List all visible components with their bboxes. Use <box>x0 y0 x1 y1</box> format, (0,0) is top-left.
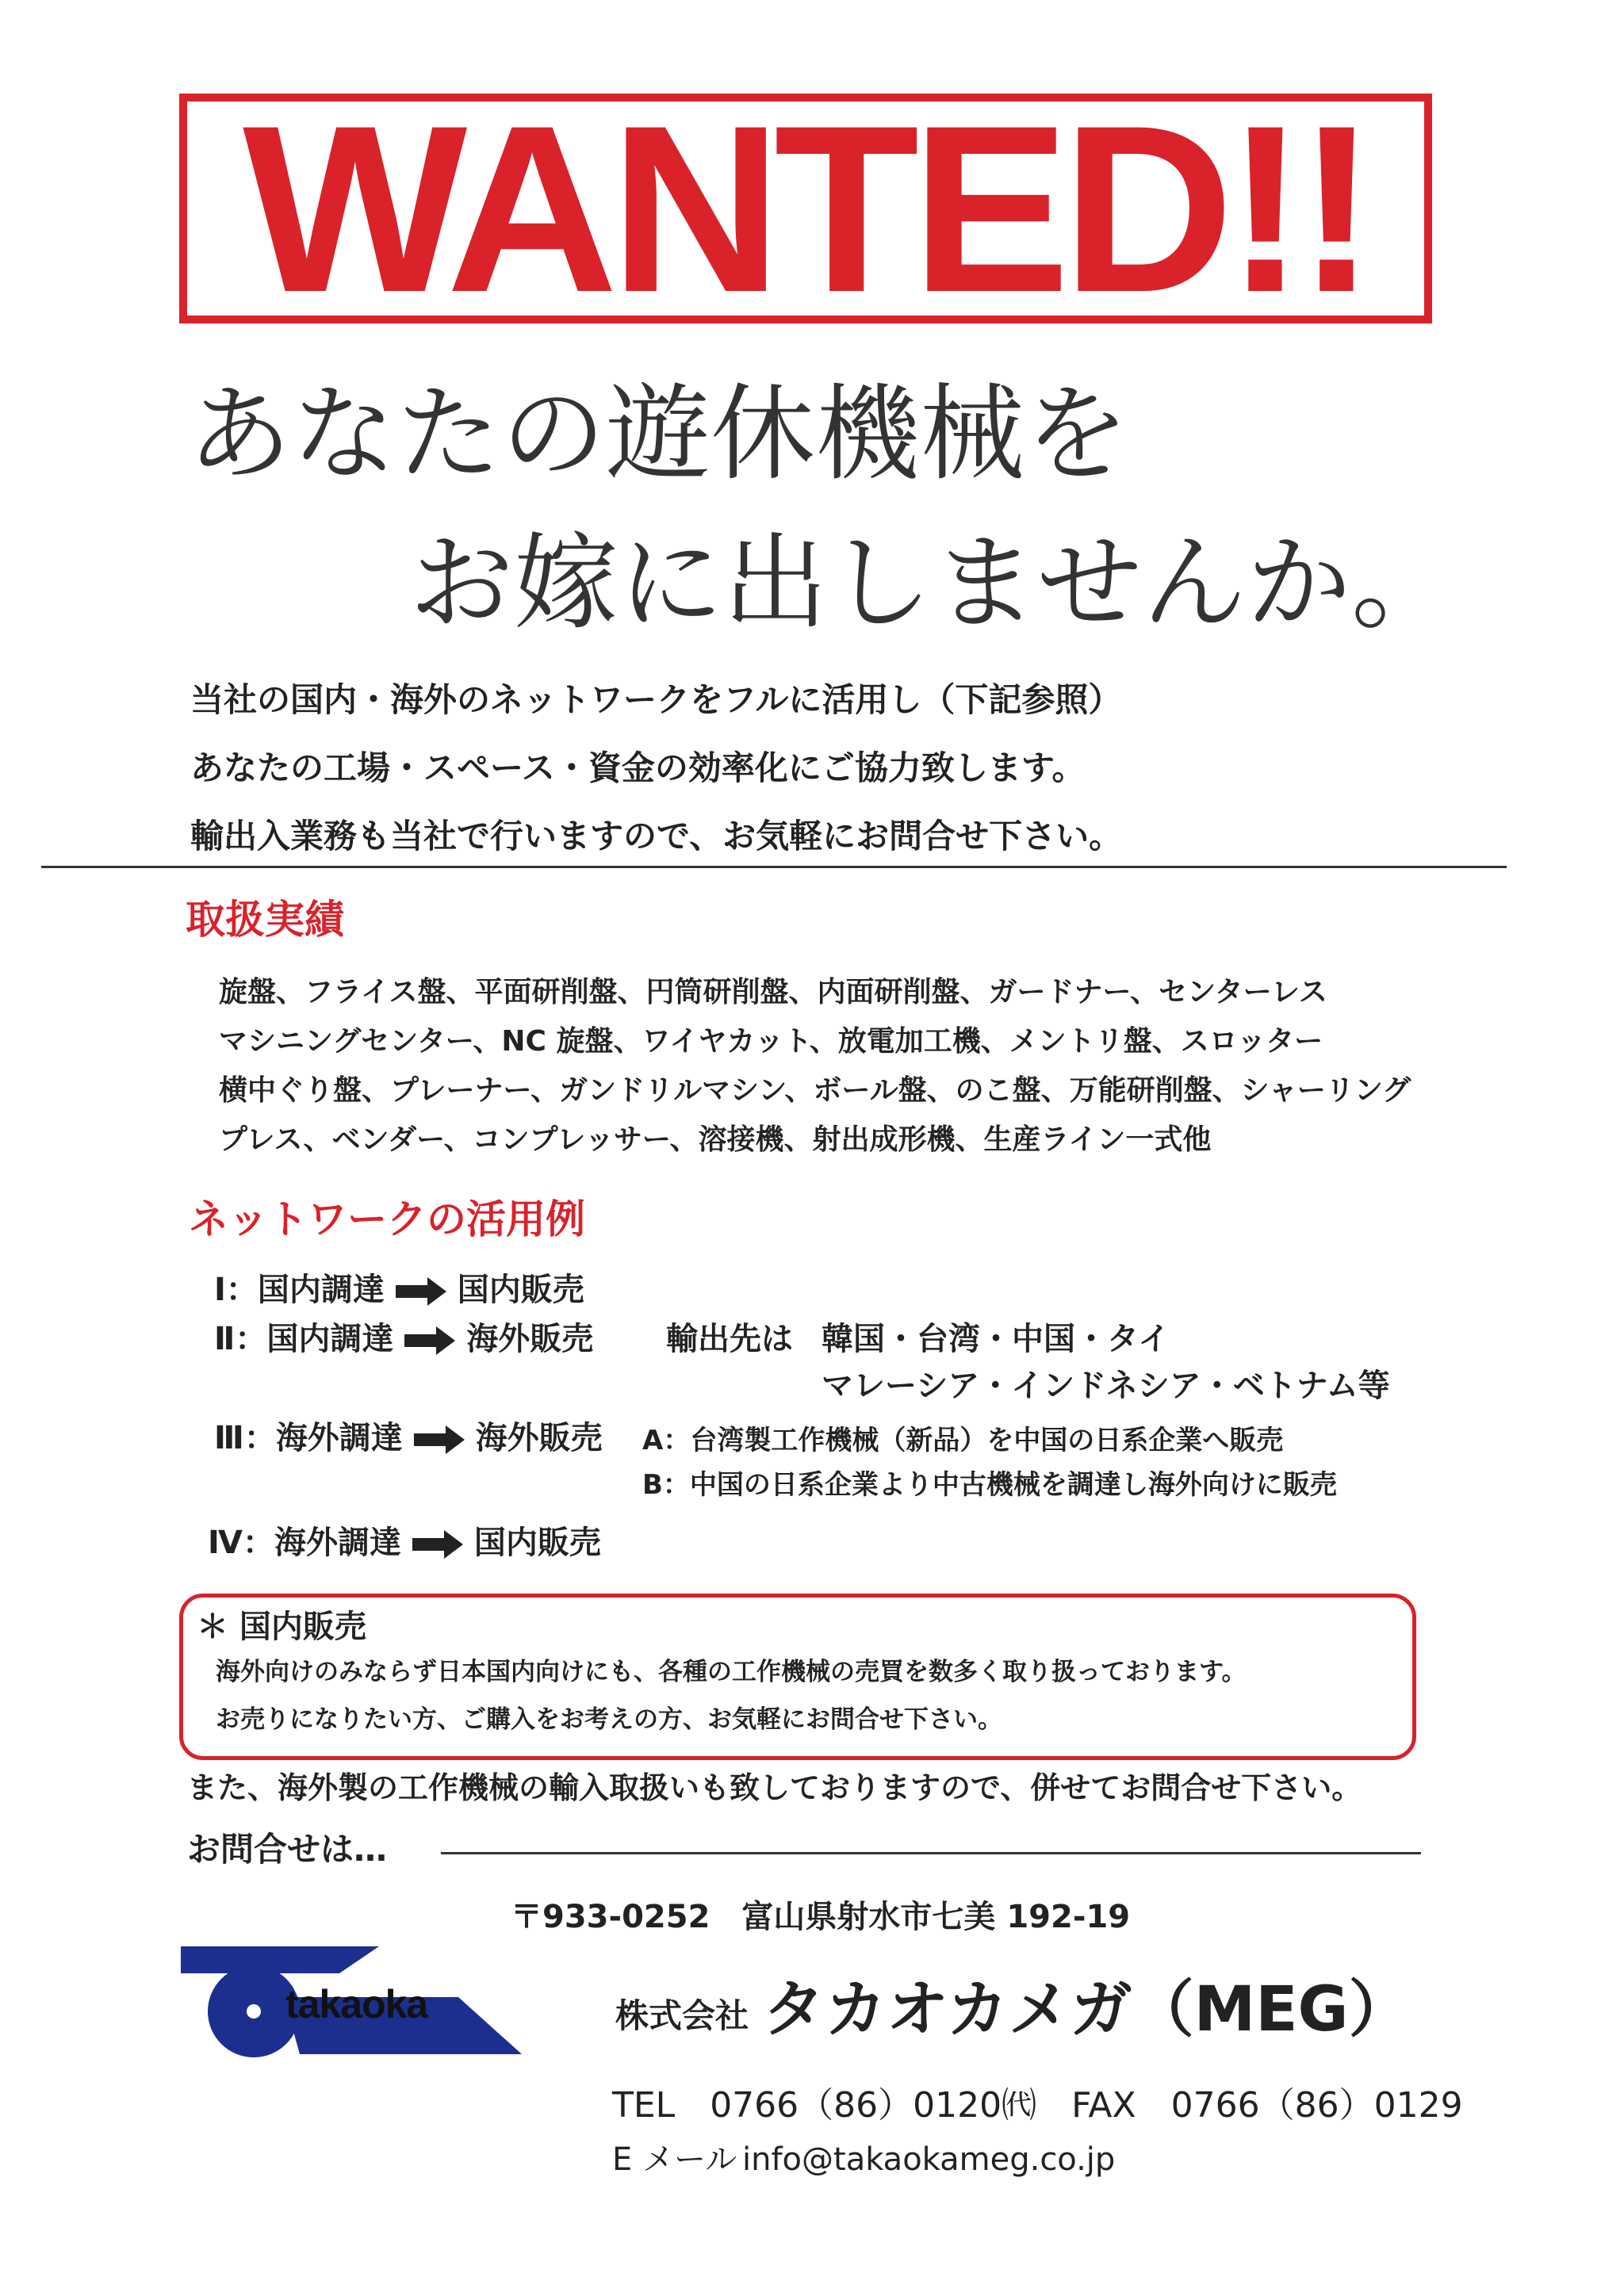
email-label: E メール <box>612 2141 737 2178</box>
arrow-right-icon <box>414 1424 465 1456</box>
headline-line-2: お嫁に出しませんか。 <box>409 522 1456 645</box>
intro-line-3: 輸出入業務も当社で行いますので、お気軽にお問合せ下さい。 <box>190 817 1123 855</box>
record-line-1: 旋盤、フライス盤、平面研削盤、円筒研削盤、内面研削盤、ガードナー、センターレス <box>219 976 1327 1008</box>
headline-line-1: あなたの遊休機械を <box>187 373 1129 496</box>
contact-address: 〒933-0252 富山県射水市七美 192-19 <box>511 1899 1131 1935</box>
arrow-right-icon <box>396 1276 446 1307</box>
example-3-to: 海外販売 <box>475 1420 603 1456</box>
example-2-num: Ⅱ <box>214 1321 236 1357</box>
export-countries-2: マレーシア・インドネシア・ベトナム等 <box>822 1368 1390 1404</box>
example-4-from: 海外調達 <box>274 1525 401 1561</box>
example-4: Ⅳ：海外調達 国内販売 <box>208 1525 601 1561</box>
arrow-right-icon <box>404 1325 455 1357</box>
example-3: Ⅲ：海外調達 海外販売 <box>214 1420 603 1456</box>
email-address: info@takaokameg.co.jp <box>742 2141 1116 2178</box>
record-line-4: プレス、ベンダー、コンプレッサー、溶接機、射出成形機、生産ライン一式他 <box>219 1123 1212 1156</box>
contact-phone-fax: TEL 0766（86）0120㈹ FAX 0766（86）0129 <box>612 2085 1463 2126</box>
export-countries-1: 韓国・台湾・中国・タイ <box>822 1321 1170 1357</box>
record-title: 取扱実績 <box>186 897 344 943</box>
import-note: また、海外製の工作機械の輸入取扱いも致しておりますので、併せてお問合せ下さい。 <box>187 1770 1362 1805</box>
intro-line-2: あなたの工場・スペース・資金の効率化にご協力致します。 <box>190 748 1086 787</box>
example-1-to: 国内販売 <box>457 1272 584 1308</box>
note-b: B：中国の日系企業より中古機械を調達し海外向けに販売 <box>642 1469 1337 1501</box>
company-prefix: 株式会社 <box>615 1996 749 2035</box>
export-label: 輸出先は <box>666 1321 793 1357</box>
example-3-from: 海外調達 <box>275 1420 403 1456</box>
example-4-to: 国内販売 <box>473 1525 601 1561</box>
note-a: A：台湾製工作機械（新品）を中国の日系企業へ販売 <box>642 1425 1284 1456</box>
example-4-num: Ⅳ <box>208 1525 243 1561</box>
example-3-num: Ⅲ <box>214 1420 244 1456</box>
logo-text: takaoka <box>285 1982 428 2026</box>
network-title: ネットワークの活用例 <box>189 1196 585 1242</box>
record-line-2: マシニングセンター、NC 旋盤、ワイヤカット、放電加工機、メントリ盤、スロッター <box>219 1025 1323 1058</box>
example-1: Ⅰ：国内調達 国内販売 <box>214 1272 584 1308</box>
domestic-sales-title: ＊ 国内販売 <box>197 1609 366 1645</box>
example-2: Ⅱ：国内調達 海外販売 <box>214 1321 594 1357</box>
contact-divider <box>441 1852 1421 1854</box>
record-line-3: 横中ぐり盤、プレーナー、ガンドリルマシン、ボール盤、のこ盤、万能研削盤、シャーリング <box>219 1074 1411 1107</box>
intro-line-1: 当社の国内・海外のネットワークをフルに活用し（下記参照） <box>190 680 1122 719</box>
arrow-right-icon <box>412 1529 463 1560</box>
company-name: タカオカメガ（MEG） <box>763 1974 1411 2045</box>
contact-label: お問合せは… <box>187 1830 388 1869</box>
section-divider <box>41 866 1507 868</box>
wanted-banner-text: WANTED!! <box>243 94 1369 323</box>
domestic-sales-line-1: 海外向けのみならず日本国内向けにも、各種の工作機械の売買を数多く取り扱っております。 <box>216 1658 1247 1686</box>
example-1-num: Ⅰ <box>214 1272 226 1308</box>
example-2-to: 海外販売 <box>466 1321 594 1357</box>
domestic-sales-line-2: お売りになりたい方、ご購入をお考えの方、お気軽にお問合せ下さい。 <box>216 1705 1002 1734</box>
example-1-from: 国内調達 <box>257 1272 385 1308</box>
example-2-from: 国内調達 <box>266 1321 394 1357</box>
